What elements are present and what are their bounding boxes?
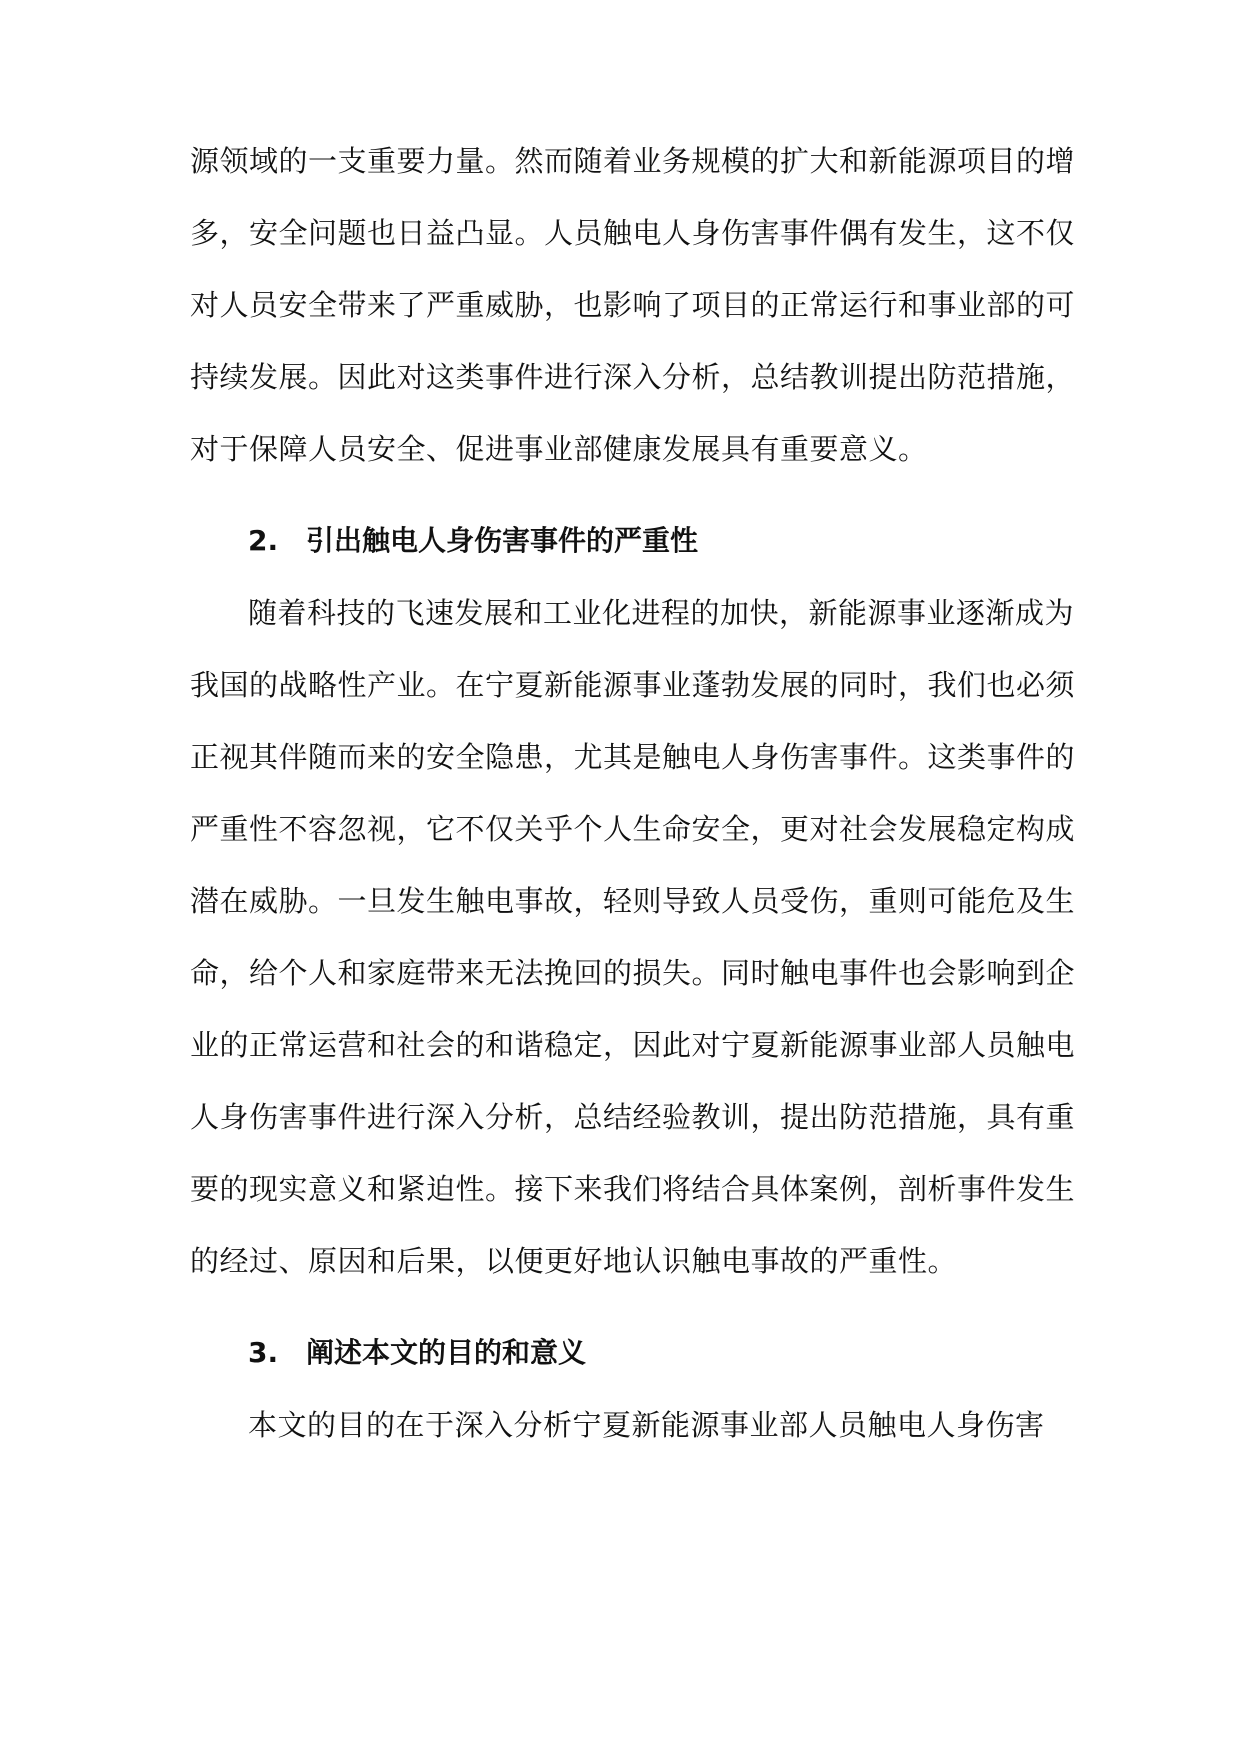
document-body	[190, 144, 1076, 1482]
paragraph-2-line-2: 我国的战略性产业。在宁夏新能源事业蓬勃发展的同时，我们也必须	[190, 668, 1076, 702]
paragraph-1-line-4: 持续发展。因此对这类事件进行深入分析，总结教训提出防范措施，	[190, 360, 1076, 394]
paragraph-2-line-1: 随着科技的飞速发展和工业化进程的加快，新能源事业逐渐成为	[248, 596, 1075, 630]
section-3-title: 阐述本文的目的和意义	[306, 1336, 587, 1369]
section-2-title: 引出触电人身伤害事件的严重性	[306, 524, 699, 557]
paragraph-2-line-10: 的经过、原因和后果，以便更好地认识触电事故的严重性。	[190, 1244, 958, 1278]
paragraph-2-line-8: 人身伤害事件进行深入分析，总结经验教训，提出防范措施，具有重	[190, 1100, 1076, 1134]
paragraph-1-line-2: 多，安全问题也日益凸显。人员触电人身伤害事件偶有发生，这不仅	[190, 216, 1076, 250]
paragraph-1-line-5: 对于保障人员安全、促进事业部健康发展具有重要意义。	[190, 432, 928, 466]
section-3-number: 3.	[248, 1336, 279, 1369]
section-3-heading	[190, 1338, 1060, 1368]
section-2-heading	[190, 526, 1060, 556]
paragraph-3-line-1: 本文的目的在于深入分析宁夏新能源事业部人员触电人身伤害	[248, 1408, 1045, 1442]
section-2-number: 2.	[248, 524, 279, 557]
paragraph-2-line-4: 严重性不容忽视，它不仅关乎个人生命安全，更对社会发展稳定构成	[190, 812, 1076, 846]
paragraph-1-line-1: 源领域的一支重要力量。然而随着业务规模的扩大和新能源项目的增	[190, 144, 1076, 178]
paragraph-2-line-5: 潜在威胁。一旦发生触电事故，轻则导致人员受伤，重则可能危及生	[190, 884, 1076, 918]
paragraph-2-line-6: 命，给个人和家庭带来无法挽回的损失。同时触电事件也会影响到企	[190, 956, 1076, 990]
paragraph-2-line-7: 业的正常运营和社会的和谐稳定，因此对宁夏新能源事业部人员触电	[190, 1028, 1076, 1062]
paragraph-2-line-9: 要的现实意义和紧迫性。接下来我们将结合具体案例，剖析事件发生	[190, 1172, 1076, 1206]
paragraph-2-line-3: 正视其伴随而来的安全隐患，尤其是触电人身伤害事件。这类事件的	[190, 740, 1076, 774]
paragraph-1-line-3: 对人员安全带来了严重威胁，也影响了项目的正常运行和事业部的可	[190, 288, 1076, 322]
